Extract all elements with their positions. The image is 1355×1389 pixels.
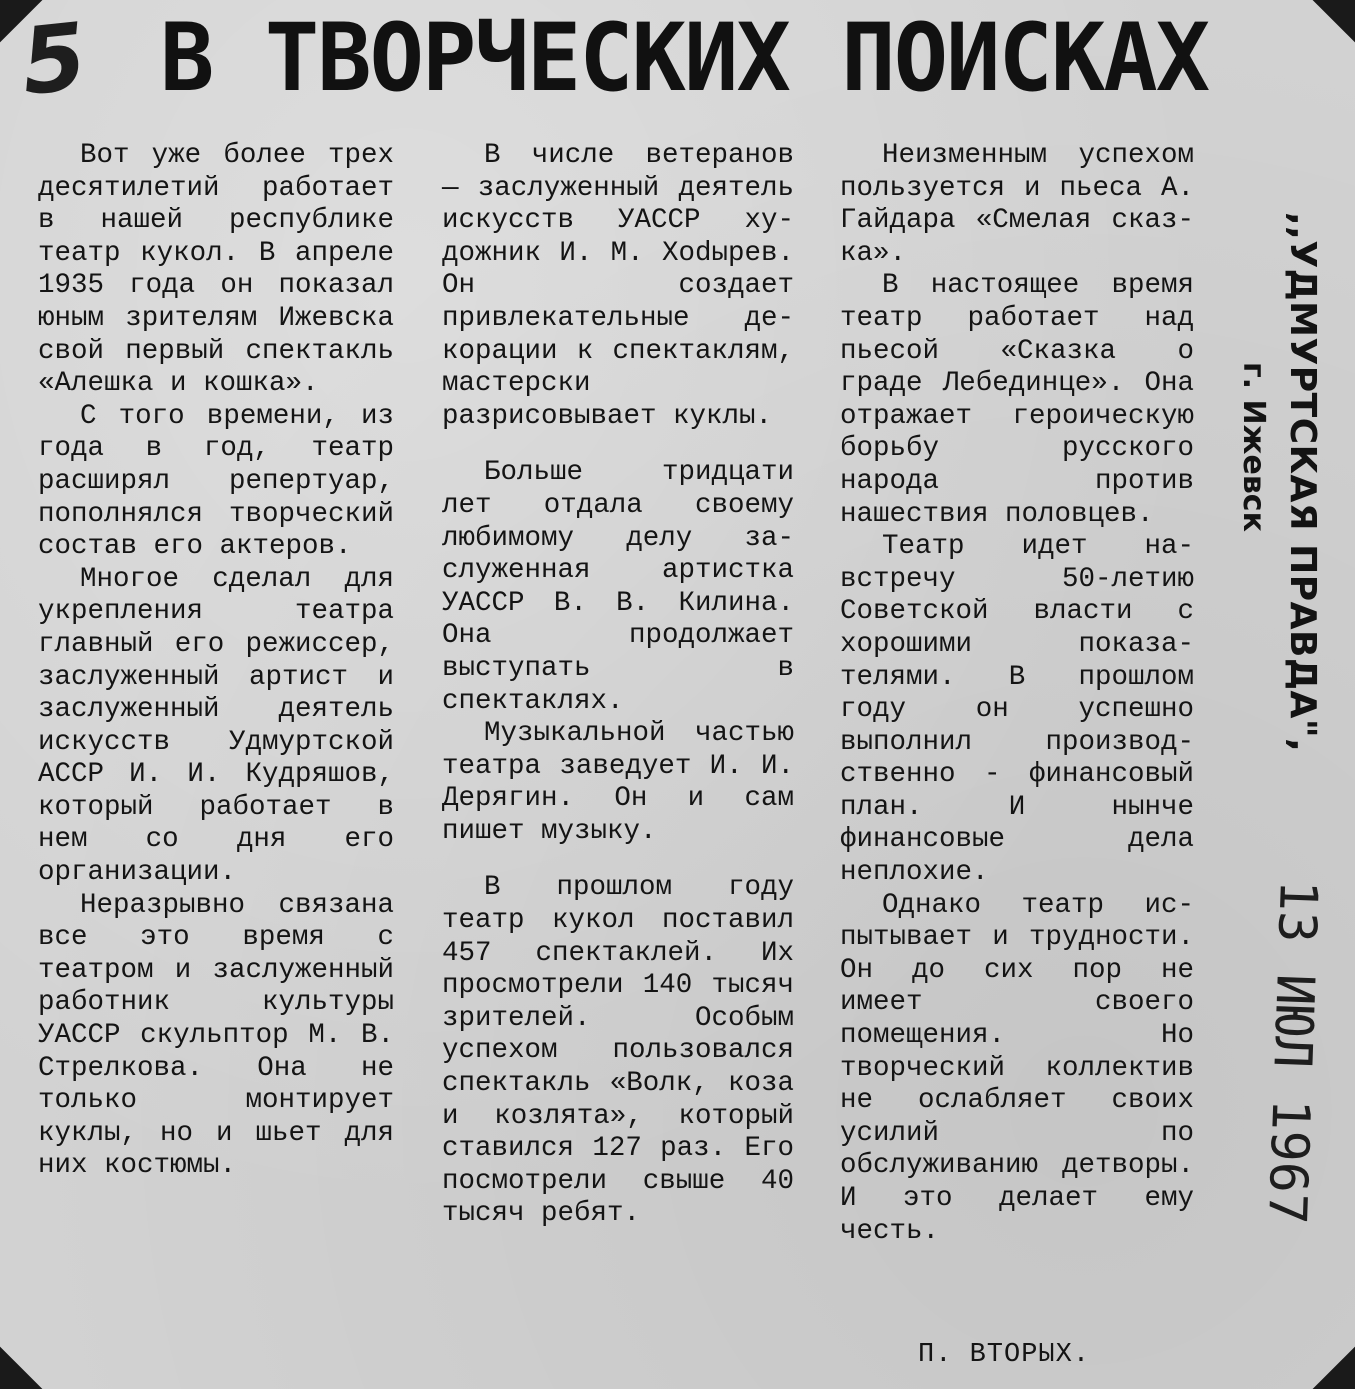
city-label: г. Ижевск	[1236, 362, 1271, 532]
paragraph: Музыкальной частью театра заведует И. И. Дерягин. Он и сам пишет музыку.	[442, 718, 794, 847]
paragraph: Однако театр испытывает и трудности. Он до сих пор не имеет своего помещения. Но творческий коллектив не ослабляет своих усилий по обслуживанию детворы. И это делает ему честь.	[840, 889, 1194, 1247]
paragraph: В прошлом году театр кукол поставил 457 спектаклей. Их просмотрели 140 тысяч зрителей. Особым успехом пользовался спектакль «Волк, коза и козлята», который ставился 127 раз. Его посмотрели свыше 40 тысяч ребят.	[442, 872, 794, 1230]
paragraph: Вот уже более трех десятилетий работает в нашей республике театр кукол. В апреле 1935 года он показал юным зрителям Ижевска свой первый спектакль «Алешка и кошка».	[38, 140, 394, 400]
paragraph: Больше тридцати лет отдала своему любимому делу заслуженная артистка УАССР В. В. Килина. Она продолжает выступать в спектаклях.	[442, 457, 794, 717]
paragraph: Театр идет навстречу 50-летию Советской власти с хорошими показателями. В прошлом году он успешно выполнил производственно - финансовый план. И нынче финансовые дела неплохие.	[840, 531, 1194, 889]
paragraph: В числе ветеранов — заслуженный деятель искусств УАССР художник И. М. Хоdырев. Он создает привлекательные декорации к спектаклям, мастерски разрисовывает куклы.	[442, 140, 794, 432]
paragraph: Многое сделал для укрепления театра главный его режиссер, заслуженный артист и заслуженный деятель искусств Удмуртской АССР И. И. Кудряшов, который работает в нем со дня его организации.	[38, 563, 394, 889]
paragraph: В настоящее время театр работает над пьесой «Сказка о граде Лебединце». Она отражает героическую борьбу русского народа против нашествия половцев.	[840, 270, 1194, 530]
clipping-corner	[1313, 1347, 1355, 1389]
paragraph: С того времени, из года в год, театр расширял репертуар, пополнялся творческий состав его актеров.	[38, 400, 394, 563]
handwritten-number: 5	[16, 2, 92, 117]
date-stamp: 13 ИЮЛ 1967	[1256, 879, 1328, 1226]
clipping-corner	[0, 1347, 42, 1389]
newspaper-name: ,,УДМУРТСКАЯ ПРАВДА",	[1282, 212, 1323, 753]
paragraph: Неразрывно связана все это время с театром и заслуженный работник культуры УАССР скульптор М. В. Стрелкова. Она не только монтирует куклы, но и шьет для них костюмы.	[38, 889, 394, 1182]
article-column-3	[840, 140, 1194, 1248]
article-headline: В ТВОРЧЕСКИХ ПОИСКАХ	[160, 4, 1209, 113]
paragraph: Неизменным успехом пользуется и пьеса А. Гайдара «Смелая сказка».	[840, 140, 1194, 269]
article-column-2	[442, 140, 794, 1231]
article-column-1	[38, 140, 394, 1183]
author-signature: П. ВТОРЫХ.	[918, 1340, 1091, 1370]
clipping-corner	[1313, 0, 1355, 42]
